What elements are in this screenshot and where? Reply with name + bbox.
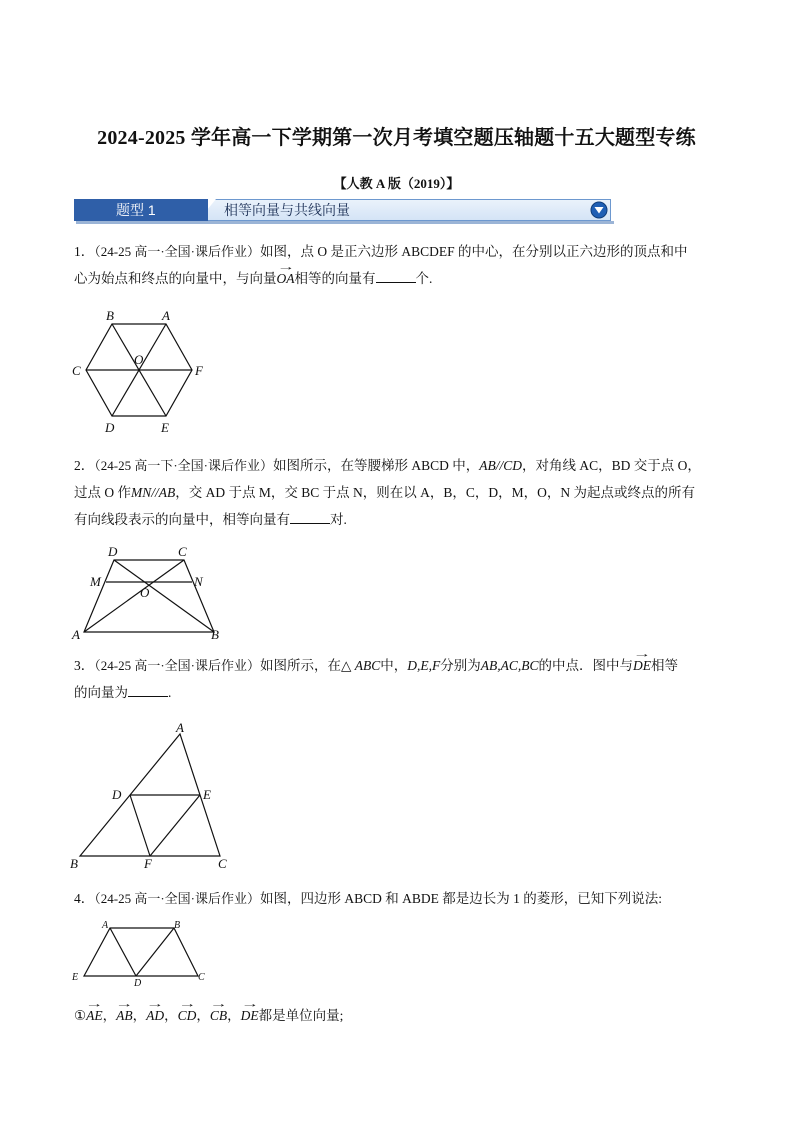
- label-m: M: [90, 574, 101, 589]
- question-1: [74, 238, 724, 292]
- label-e: E: [72, 972, 79, 983]
- label-c: C: [178, 544, 187, 559]
- question-1-line-1: 1．（24-25 高一·全国·课后作业）如图，点 O 是正六边形 ABCDEF 的中心，在分别以正六边形的顶点和中: [74, 244, 688, 259]
- label-a: A: [72, 627, 80, 642]
- vector-ae: → AE: [86, 1002, 103, 1029]
- label-d: D: [105, 420, 115, 435]
- vector-cb: → CB: [210, 1002, 227, 1029]
- label-f: F: [195, 363, 203, 378]
- segment-ad: [110, 928, 136, 976]
- label-n: N: [194, 574, 203, 589]
- banner-shadow: [76, 221, 614, 224]
- label-a: A: [102, 920, 109, 931]
- question-4-line-1: 4．（24-25 高一·全国·课后作业）如图，四边形 ABCD 和 ABDE 都是边长为 1 的菱形，已知下列说法:: [74, 891, 663, 906]
- question-3: [74, 652, 724, 706]
- vector-ab: → AB: [116, 1002, 133, 1029]
- label-d: D: [112, 787, 122, 802]
- section-banner: [74, 199, 614, 225]
- vector-ad: → AD: [146, 1002, 164, 1029]
- vector-de-2: → DE: [241, 1002, 259, 1029]
- label-c: C: [198, 972, 205, 983]
- question-4: [74, 885, 724, 912]
- section-tag: 题型 1: [74, 199, 208, 221]
- section-label: 相等向量与共线向量: [224, 202, 350, 218]
- label-o: O: [134, 352, 144, 367]
- segment-bd: [136, 928, 174, 976]
- label-o: O: [140, 585, 150, 600]
- answer-blank-1[interactable]: [376, 268, 416, 283]
- question-2: [74, 452, 724, 533]
- vector-de: → DE: [633, 652, 651, 679]
- label-a: A: [162, 308, 170, 323]
- midline-ef: [150, 795, 200, 856]
- chevron-down-circle-icon[interactable]: [590, 201, 608, 219]
- page-title: 2024-2025 学年高一下学期第一次月考填空题压轴题十五大题型专练: [97, 127, 696, 149]
- page-subtitle: 【人教 A 版（2019）】: [333, 176, 460, 191]
- label-c: C: [218, 856, 227, 871]
- trapezoid-figure: [70, 544, 230, 644]
- label-b: B: [211, 627, 219, 642]
- question-4-source: （24-25 高一·全国·课后作业）: [94, 891, 260, 906]
- question-2-source: （24-25 高一下·全国·课后作业）: [94, 458, 273, 473]
- label-a: A: [176, 720, 184, 735]
- question-2-line-2: 过点 O 作MN//AB，交 AD 于点 M，交 BC 于点 N，则在以 A，B，C，D，M，O，N 为起点或终点的所有: [74, 485, 696, 500]
- question-1-source: （24-25 高一·全国·课后作业）: [94, 244, 260, 259]
- triangle-figure: [68, 720, 238, 872]
- label-b: B: [70, 856, 78, 871]
- question-3-source: （24-25 高一·全国·课后作业）: [94, 658, 260, 673]
- question-3-line-2: 的向量为 .: [74, 679, 724, 706]
- rhombus-figure: [68, 918, 218, 990]
- vector-cd: → CD: [178, 1002, 197, 1029]
- answer-blank-2[interactable]: [290, 509, 330, 524]
- question-2-line-1: 2．（24-25 高一下·全国·课后作业）如图所示，在等腰梯形 ABCD 中，AB//CD，对角线 AC，BD 交于点 O，: [74, 458, 701, 473]
- midline-df: [130, 795, 150, 856]
- label-f: F: [144, 856, 152, 871]
- question-3-line-1: 3．（24-25 高一·全国·课后作业）如图所示，在△ ABC中，D,E,F分别为AB,AC,BC的中点．图中与→ DE相等: [74, 652, 724, 679]
- question-2-line-3: 有向线段表示的向量中，相等向量有 对.: [74, 506, 724, 533]
- label-d: D: [134, 978, 142, 989]
- label-e: E: [161, 420, 169, 435]
- hexagon-figure: [70, 306, 210, 438]
- label-c: C: [72, 363, 81, 378]
- label-b: B: [174, 920, 181, 931]
- label-d: D: [108, 544, 118, 559]
- question-1-line-2: 心为始点和终点的向量中，与向量→ OA相等的向量有 个.: [74, 265, 724, 292]
- question-4-item-1-line: ①→ AE，→ AB，→ AD，→ CD，→ CB，→ DE都是单位向量;: [74, 1002, 724, 1029]
- answer-blank-3[interactable]: [128, 682, 168, 697]
- question-4-item-1: [74, 1002, 724, 1029]
- vector-oa: → OA: [277, 265, 295, 292]
- label-b: B: [106, 308, 114, 323]
- label-e: E: [203, 787, 211, 802]
